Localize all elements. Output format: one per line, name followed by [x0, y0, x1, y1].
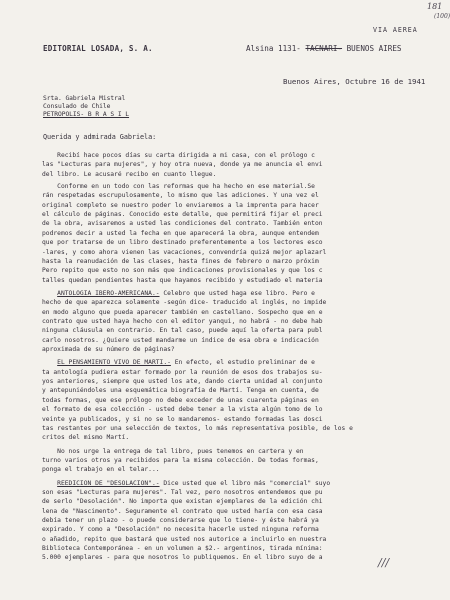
body-line [42, 211, 442, 219]
body-line-text: talles quedan pendientes hasta que hayamos recibido y estudiado el materia [42, 276, 323, 284]
page-annotation: 181 [427, 2, 443, 11]
body-line-text: turno varios otros ya recibidos para la misma colección. De todas formas, [42, 456, 319, 464]
body-line-text: Conforme en un todo con las reformas que ha hecho en ese material.Se [42, 183, 315, 190]
body-line-text: No nos urge la entrega de tal libro, pues tenemos en cartera y en [42, 447, 304, 455]
body-line-text: ninguna cláusula en contrario. En tal caso, puede aquí la oferta para publ [42, 327, 323, 335]
body-line-text: del libro. Le acusaré recibo en cuanto llegue. [42, 170, 217, 178]
body-line-text: veinte ya publicados, y si no se lo mandaremos- estando formadas las dosci [42, 415, 323, 423]
body-line-text: ponga el trabajo en el telar... [42, 466, 160, 474]
body-line-text: EL PENSAMIENTO VIVO DE MARTI.- En efecto, el estudio preliminar de e [57, 359, 315, 367]
body-line-text: Recibí hace pocos días su carta dirigida a mi casa, con el prólogo c [42, 152, 315, 159]
body-line [42, 406, 442, 414]
body-line [42, 318, 442, 326]
body-line [42, 192, 442, 200]
letterhead-address: Alsina 1131- TACNARI- BUENOS AIRES [246, 44, 402, 53]
salutation: Querida y admirada Gabriela: [43, 133, 157, 141]
body-line-text: el cálculo de páginas. Conocido este detalle, que permitirá fijar el preci [42, 211, 323, 219]
page-number-annotation: (100) [434, 13, 450, 20]
body-line [42, 267, 442, 275]
body-line [42, 480, 442, 488]
body-line [42, 397, 442, 405]
body-line [42, 545, 442, 553]
body-line [42, 258, 442, 266]
body-line [42, 416, 442, 424]
body-line [42, 249, 442, 257]
body-line-text: critos del mismo Martí. [42, 434, 130, 442]
body-line [42, 202, 442, 210]
body-line [42, 434, 442, 442]
body-line [42, 230, 442, 238]
body-line-text: carlo nosotros. ¿Quiere usted mandarme un índice de esa obra e indicación [42, 336, 319, 344]
body-line-text: que por tratarse de un libro destinado preferentemente a los lectores esco [42, 239, 323, 247]
body-line-text: debía tener un plazo - o puede considerarse que lo tiene- y éste habrá ya [42, 517, 319, 524]
body-line-text: son esas "Lecturas para mujeres". Tal vez, pero nosotros entendemos que pu [42, 488, 323, 496]
body-line-text: de serlo "Desolación". No importa que existan ejemplares de la edición chi [42, 498, 323, 506]
body-line [42, 152, 442, 160]
body-line [42, 387, 442, 395]
body-line-text: en modo alguno que pueda aparecer también en castellano. Sospecho que en e [42, 308, 323, 316]
body-line-text: 5.000 ejemplares - para que nosotros lo publiquemos. En el libro suyo de a [42, 554, 323, 562]
body-line [42, 498, 442, 506]
body-line-text: aproximada de su número de páginas? [42, 346, 175, 353]
body-line [42, 378, 442, 386]
body-line-text: contrato que usted haya hecho con el editor yanqui, no habrá - no debe hab [42, 318, 323, 325]
body-line [42, 508, 442, 516]
body-line [42, 327, 442, 335]
body-line-text: expirado. Y como a "Desolación" no necesita hacerle usted ninguna reforma [42, 526, 319, 534]
recipient-name: Srta. Gabriela Mistral [43, 95, 126, 102]
body-line-text: tas restantes por una selección de textos, lo más representativa posible, de los e [42, 424, 353, 432]
body-line-text: rán respetadas escrupulosamente, lo mismo que las adiciones. Y una vez el [42, 192, 319, 200]
body-line [42, 489, 442, 497]
body-line-text: Pero repito que esto no son más que indicaciones provisionales y que los c [42, 267, 323, 275]
letter-date: Buenos Aires, Octubre 16 de 1941 [283, 77, 426, 86]
body-line [42, 220, 442, 228]
body-line-text: ta antología pudiera estar formado por la reunión de esos dos trabajos su- [42, 368, 323, 376]
body-line [42, 299, 442, 307]
body-line-text: hasta la reanudación de las clases, hasta fines de febrero o marzo próxim [42, 257, 319, 265]
body-line [42, 290, 442, 298]
body-line [42, 359, 442, 367]
body-line [42, 517, 442, 525]
body-line [42, 425, 442, 433]
body-line-text: lena de "Nascimento". Seguramente el contrato que usted haría con esa casa [42, 507, 323, 515]
body-line-text: de la obra, avisaremos a usted las condiciones del contrato. También enton [42, 220, 323, 228]
body-line-text: o añadido, repito que bastará que usted nos autorice a incluirlo en nuestra [42, 535, 327, 543]
body-line-text: Biblioteca Contemporánea - en un volumen a $2.- argentinos, tirada mínima: [42, 545, 323, 552]
body-line-text: el formato de esa colección - usted debe tener a la vista algún tomo de lo [42, 406, 323, 414]
body-line [42, 337, 442, 345]
body-line-text: todas formas, que ese prólogo no debe exceder de unas cuarenta páginas en [42, 396, 319, 404]
body-line-text: las "Lecturas para mujeres", y hoy otra nueva, donde ya me anuncia el envi [42, 161, 323, 169]
body-line [42, 171, 442, 179]
body-line [42, 448, 442, 456]
body-line-text: ANTOLOGIA IBERO-AMERICANA.- Celebro que usted haga ese libro. Pero e [57, 289, 315, 297]
body-line-text: original completo se nuestro poder lo enviaremos a la imprenta para hacer [42, 201, 319, 209]
body-line-text: -lares, y como ahora vienen las vacaciones, convendría quizá mejor aplazarl [42, 248, 327, 256]
body-line [42, 526, 442, 534]
recipient-place: PETROPOLIS- B R A S I L [43, 111, 130, 118]
body-line [42, 466, 442, 474]
closing-mark: /// [378, 556, 390, 569]
body-line [42, 183, 442, 191]
body-line [42, 309, 442, 317]
body-line [42, 369, 442, 377]
body-line-text: podremos decir a usted la fecha en que aparecerá la obra, aunque entendem [42, 229, 319, 237]
body-line [42, 536, 442, 544]
body-line-text: hecho de que aparezca solamente -según dice- traducido al inglés, no impide [42, 299, 327, 307]
body-line [42, 346, 442, 354]
letterhead-company: EDITORIAL LOSADA, S. A. [43, 44, 153, 53]
body-line-text: yos anteriores, siempre que usted los ate, dando cierta unidad al conjunto [42, 378, 323, 386]
body-line-text: y antepuniéndoles una esquemática biografía de Martí. Tenga en cuenta, de [42, 387, 319, 395]
body-line [42, 457, 442, 465]
body-line [42, 161, 442, 169]
recipient-title: Consulado de Chile [43, 103, 111, 110]
body-line [42, 277, 442, 285]
body-line-text: REEDICION DE "DESOLACION".- Dice usted que el libro más "comercial" suyo [57, 479, 331, 487]
body-line [42, 239, 442, 247]
via-aerea-label: VIA AEREA [373, 26, 418, 34]
